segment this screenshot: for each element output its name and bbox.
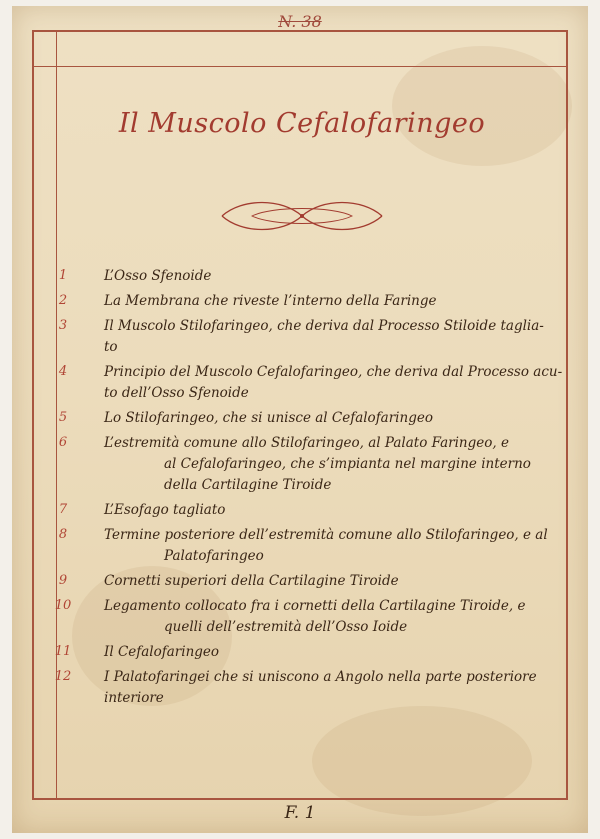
legend-item-number: 7 — [58, 502, 68, 517]
legend-item-text: Palatofaringeo — [164, 548, 264, 564]
legend-item-text: della Cartilagine Tiroide — [164, 477, 332, 493]
legend-item-text: Termine posteriore dell’estremità comune allo Stilofaringeo, e al — [104, 527, 548, 543]
flourish-ornament-icon — [212, 196, 392, 236]
legend-item-number: 8 — [58, 527, 68, 542]
paper-stain — [392, 46, 572, 166]
manuscript-page — [12, 6, 588, 833]
legend-item-text: to dell’Osso Sfenoide — [104, 385, 249, 401]
border-right — [566, 30, 568, 800]
legend-item-text: to — [104, 339, 118, 355]
legend-item-number: 2 — [58, 293, 68, 308]
legend-item-text: Principio del Muscolo Cefalofaringeo, che deriva dal Processo acu- — [104, 364, 563, 380]
legend-item-number: 5 — [58, 410, 68, 425]
legend-item-text: Legamento collocato fra i cornetti della Cartilagine Tiroide, e — [104, 598, 526, 614]
legend-item-number: 1 — [58, 268, 68, 283]
legend-item-text: I Palatofaringei che si uniscono a Angolo nella parte posteriore — [104, 669, 537, 685]
legend-item-text: Il Muscolo Stilofaringeo, che deriva dal Processo Stiloide taglia- — [104, 318, 544, 334]
legend-item-text: Cornetti superiori della Cartilagine Tiroide — [104, 573, 399, 589]
legend-item-text: interiore — [104, 690, 164, 706]
legend-item-number: 9 — [58, 573, 68, 588]
border-outer-left — [32, 30, 34, 800]
reference-number: N. 38 — [278, 12, 322, 31]
legend-item-number: 4 — [58, 364, 68, 379]
legend-item-text: al Cefalofaringeo, che s’impianta nel margine interno — [164, 456, 531, 472]
border-bottom — [32, 798, 568, 800]
legend-item-number: 6 — [58, 435, 68, 450]
legend-item-number: 12 — [54, 669, 72, 684]
legend-item-text: Il Cefalofaringeo — [104, 644, 220, 660]
legend-item-text: L’Osso Sfenoide — [104, 268, 212, 284]
page-title: Il Muscolo Cefalofaringeo — [118, 108, 486, 139]
legend-item-number: 10 — [54, 598, 72, 613]
legend-item-text: Lo Stilofaringeo, che si unisce al Cefalofaringeo — [104, 410, 433, 426]
legend-item-number: 3 — [58, 318, 68, 333]
legend-item-text: L’Esofago tagliato — [104, 502, 226, 518]
folio-mark: F. 1 — [284, 803, 316, 823]
legend-item-text: La Membrana che riveste l’interno della Faringe — [104, 293, 437, 309]
legend-item-text: quelli dell’estremità dell’Osso Ioide — [164, 619, 408, 635]
legend-item-text: L’estremità comune allo Stilofaringeo, al Palato Faringeo, e — [104, 435, 509, 451]
legend-item-number: 11 — [54, 644, 72, 659]
border-header-rule — [32, 66, 568, 67]
